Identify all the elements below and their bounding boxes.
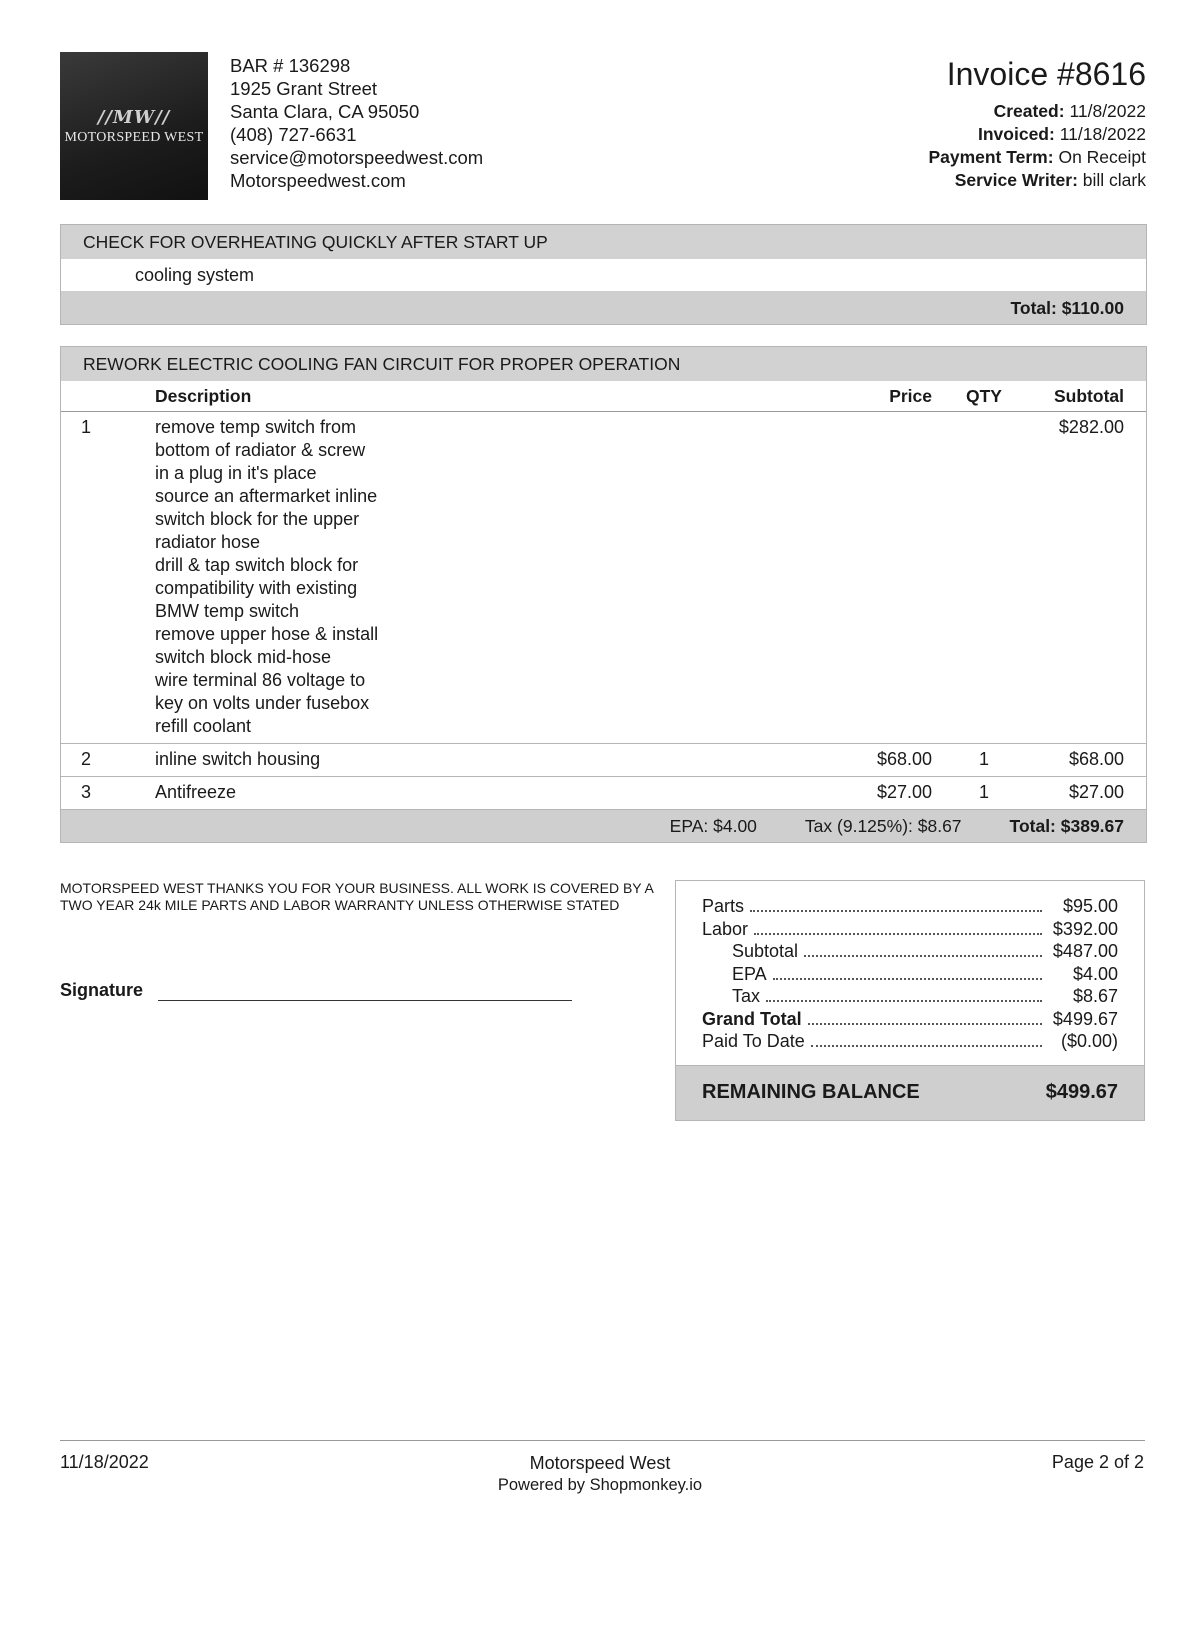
description-line: BMW temp switch (155, 601, 300, 621)
epa-label: EPA (732, 963, 767, 984)
description-line: bottom of radiator & screw (155, 440, 366, 460)
summary-parts (702, 895, 1118, 918)
summary-tax (702, 985, 1118, 1008)
invoice-header (928, 54, 1146, 192)
item-subtotal: $282.00 (1014, 412, 1146, 744)
description-line: radiator hose (155, 532, 261, 552)
table-row (61, 412, 1146, 744)
shop-street: 1925 Grant Street (230, 78, 378, 99)
created-value: 11/8/2022 (1069, 101, 1146, 121)
logo-mark: //MW// (97, 106, 171, 128)
signature-line (158, 1000, 572, 1001)
col-number (61, 381, 155, 412)
shop-info (230, 54, 483, 192)
item-subtotal: $68.00 (1014, 744, 1146, 777)
description-line: key on volts under fusebox (155, 693, 370, 713)
shop-city: Santa Clara, CA 95050 (230, 101, 420, 122)
footer-divider (60, 1440, 1145, 1441)
line-items-table (61, 381, 1146, 810)
service-writer-value: bill clark (1082, 170, 1146, 190)
invoice-created (928, 100, 1146, 123)
col-description: Description (155, 381, 802, 412)
paid-label: Paid To Date (702, 1031, 805, 1051)
balance-label: REMAINING BALANCE (702, 1081, 920, 1103)
shop-phone: (408) 727-6631 (230, 124, 357, 145)
parts-value: $95.00 (1062, 896, 1118, 916)
tax-value: $8.67 (1072, 986, 1118, 1006)
summary-paid-to-date (702, 1030, 1118, 1053)
footer-shop: Motorspeed West (529, 1453, 671, 1473)
remaining-balance (676, 1065, 1144, 1120)
item-price: $68.00 (802, 744, 954, 777)
invoice-title: Invoice #8616 (946, 56, 1146, 92)
description-line: drill & tap switch block for (155, 555, 359, 575)
job-title: REWORK ELECTRIC COOLING FAN CIRCUIT FOR PROPER OPERATION (61, 347, 1146, 381)
job-epa: EPA: $4.00 (669, 815, 757, 836)
invoice-service-writer (928, 169, 1146, 192)
subtotal-label: Subtotal (732, 941, 799, 961)
grand-total-label: Grand Total (702, 1008, 802, 1029)
labor-value: $392.00 (1052, 918, 1118, 939)
created-label: Created: (993, 101, 1065, 121)
parts-label: Parts (702, 896, 745, 916)
item-number: 1 (61, 412, 155, 744)
shop-website: Motorspeedwest.com (230, 170, 406, 191)
bar-number: BAR # 136298 (230, 55, 351, 76)
job-total: Total: $389.67 (1009, 815, 1124, 836)
job-overheating-check (60, 224, 1147, 325)
item-number: 3 (61, 777, 155, 810)
summary-epa (702, 963, 1118, 986)
job-footer (61, 810, 1146, 842)
col-price: Price (802, 381, 954, 412)
table-row (61, 744, 1146, 777)
item-subtotal: $27.00 (1014, 777, 1146, 810)
shop-email: service@motorspeedwest.com (230, 147, 484, 168)
logo-name: MOTORSPEED WEST (64, 129, 204, 145)
item-number: 2 (61, 744, 155, 777)
summary-subtotal (702, 940, 1118, 963)
table-row (61, 777, 1146, 810)
description-line: refill coolant (155, 716, 252, 736)
invoice-payment-term (928, 146, 1146, 169)
col-subtotal: Subtotal (1014, 381, 1146, 412)
summary-grand-total (702, 1008, 1118, 1031)
description-line: inline switch housing (155, 749, 321, 769)
shop-logo (60, 52, 208, 200)
footer-page-number: Page 2 of 2 (1051, 1452, 1144, 1472)
signature-label: Signature (60, 980, 144, 1000)
table-header-row (61, 381, 1146, 412)
item-price: $27.00 (802, 777, 954, 810)
footer-center (0, 1452, 1200, 1496)
summary-labor (702, 918, 1118, 941)
subtotal-value: $487.00 (1052, 941, 1118, 961)
tax-label: Tax (732, 986, 761, 1006)
job-note: cooling system (61, 259, 1146, 292)
service-writer-label: Service Writer: (954, 170, 1078, 190)
invoice-invoiced (928, 123, 1146, 146)
invoiced-label: Invoiced: (978, 124, 1055, 144)
footer-date: 11/18/2022 (60, 1452, 149, 1472)
description-line: remove temp switch from (155, 417, 357, 437)
job-title: CHECK FOR OVERHEATING QUICKLY AFTER START UP (61, 225, 1146, 259)
description-line: wire terminal 86 voltage to (155, 670, 366, 690)
description-line: Antifreeze (155, 782, 237, 802)
paid-value: ($0.00) (1060, 1031, 1118, 1051)
item-price (802, 412, 954, 744)
description-line: remove upper hose & install (155, 624, 379, 644)
job-tax: Tax (9.125%): $8.67 (804, 815, 962, 836)
labor-label: Labor (702, 918, 749, 939)
grand-total-value: $499.67 (1052, 1008, 1118, 1029)
description-line: switch block mid-hose (155, 647, 332, 667)
invoiced-value: 11/18/2022 (1059, 124, 1146, 144)
payment-term-value: On Receipt (1058, 147, 1146, 167)
job-cooling-fan-rework (60, 346, 1147, 843)
item-qty (954, 412, 1014, 744)
description-line: compatibility with existing (155, 578, 358, 598)
col-qty: QTY (954, 381, 1014, 412)
item-description (155, 412, 802, 744)
description-line: source an aftermarket inline (155, 486, 378, 506)
payment-term-label: Payment Term: (928, 147, 1054, 167)
totals-summary (675, 880, 1145, 1121)
line-items-body (61, 412, 1146, 810)
item-description (155, 744, 802, 777)
balance-value: $499.67 (1045, 1081, 1118, 1103)
description-line: switch block for the upper (155, 509, 360, 529)
epa-value: $4.00 (1072, 963, 1118, 984)
description-line: in a plug in it's place (155, 463, 317, 483)
job-footer (61, 292, 1146, 324)
job-total: Total: $110.00 (1010, 297, 1124, 318)
footer-powered-by: Powered by Shopmonkey.io (497, 1476, 703, 1494)
item-description (155, 777, 802, 810)
warranty-text: MOTORSPEED WEST THANKS YOU FOR YOUR BUSINESS. ALL WORK IS COVERED BY A TWO YEAR 24k MILE PARTS AND LABOR WARRANTY UNLESS OTHERWISE STATED (60, 880, 654, 913)
item-qty: 1 (954, 777, 1014, 810)
item-qty: 1 (954, 744, 1014, 777)
